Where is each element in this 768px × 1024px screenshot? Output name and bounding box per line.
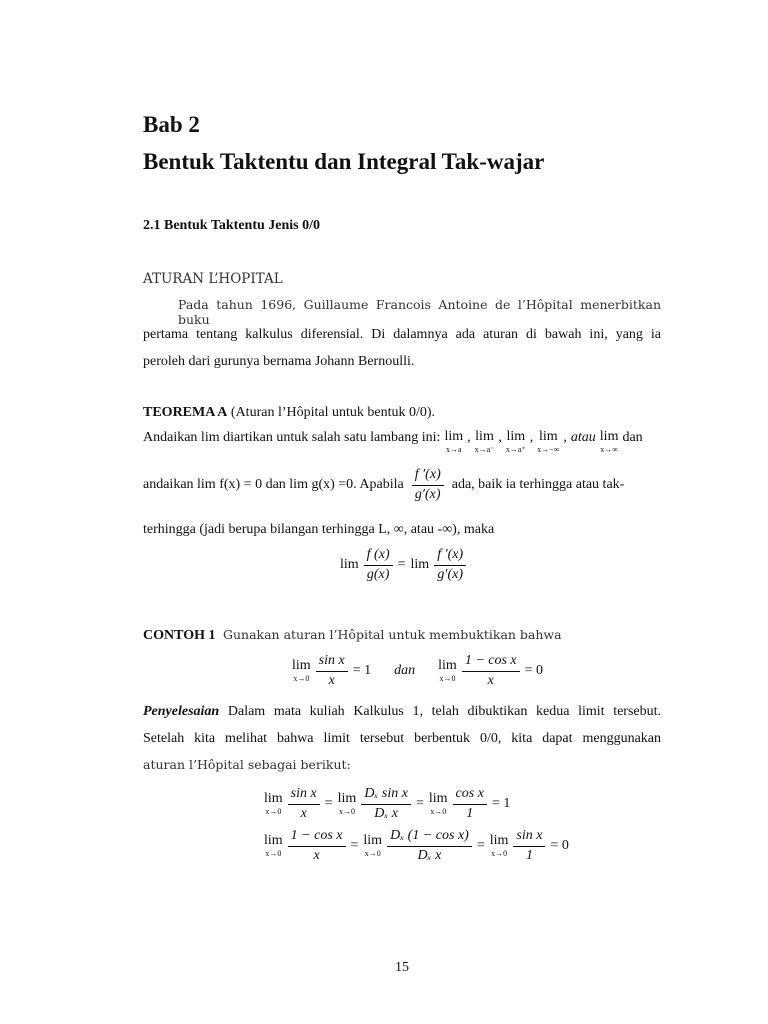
theorem-line-2 — [143, 468, 624, 502]
example-heading — [143, 627, 562, 644]
example-formula: lim x→0 $\frac{\text{sin x}}{x}$ = 1 dan lim x→0 $\frac{\text{1 − cos x}}{x}$ = 0 — [292, 653, 544, 688]
solution-line-1 — [143, 704, 661, 720]
solution-line-2: Setelah kita melihat bahwa limit tersebut berbentuk 0/0, kita dapat menggunakan — [143, 731, 661, 746]
lim-symbol-a-plus: lim x→a⁺ — [505, 429, 526, 454]
page-number: 15 — [395, 960, 409, 975]
section-heading: 2.1 Bentuk Taktentu Jenis 0/0 — [143, 218, 320, 233]
solution-equation-2: lim x→0 $\frac{\text{1 − cos x}}{x}$ = lim x→0 $\frac{\text{Dₓ (1 − cos x)}}{\text{Dₓ x}}$ = lim x→0 $\frac{\text{sin x}}{1}$ = 0 — [264, 828, 569, 863]
theorem-caption: (Aturan l’Hôpital untuk bentuk 0/0). — [230, 405, 436, 420]
theorem-line-1-text: Andaikan lim diartikan untuk salah satu lambang ini: — [143, 430, 441, 445]
derivative-ratio: $\frac{f '(x)}{g'(x)}$ — [412, 468, 444, 502]
solution-line-1-text: Dalam mata kuliah Kalkulus 1, telah dibuktikan kedua limit tersebut. — [227, 704, 662, 719]
theorem-label: TEOREMA A — [143, 405, 228, 420]
theorem-line-3: terhingga (jadi berupa bilangan terhingga L, ∞, atau -∞), maka — [143, 522, 495, 537]
lim-symbol-inf: lim x→∞ — [599, 429, 619, 454]
intro-line-1: Pada tahun 1696, Guillaume Francois Antoine de l’Hôpital menerbitkan buku — [178, 297, 661, 327]
chapter-number: Bab 2 — [143, 112, 200, 137]
theorem-line-1: Andaikan lim diartikan untuk salah satu lambang ini: lim x→a , lim x→a⁻ , lim x→a⁺ , lim x→−∞ , atau lim x→∞ dan — [143, 429, 643, 454]
atau-word: atau — [570, 430, 596, 445]
example-text: Gunakan aturan l’Hôpital untuk membuktikan bahwa — [222, 627, 562, 642]
theorem-line-2-end: ada, baik ia terhingga atau tak- — [451, 477, 625, 493]
lhopital-formula: lim $\frac{f (x)}{g(x)}$ = lim $\frac{f '(x)}{g'(x)}$ — [340, 548, 466, 582]
intro-line-2: pertama tentang kalkulus diferensial. Di dalamnya ada aturan di bawah ini, yang ia — [143, 327, 661, 342]
solution-line-3: aturan l’Hôpital sebagai berikut: — [143, 757, 351, 772]
theorem-line-1-end: dan — [622, 430, 643, 445]
example-label: CONTOH 1 — [143, 628, 216, 643]
theorem-line-2-start: andaikan lim f(x) = 0 dan lim g(x) =0. Apabila — [143, 477, 404, 493]
lim-symbol-a: lim x→a — [444, 429, 464, 454]
subsection-heading: ATURAN L’HOPITAL — [143, 271, 283, 287]
intro-line-3: peroleh dari gurunya bernama Johann Bernoulli. — [143, 354, 415, 369]
solution-equation-1: lim x→0 $\frac{\text{sin x}}{x}$ = lim x→0 $\frac{\text{Dₓ sin x}}{\text{Dₓ x}}$ = lim x→0 $\frac{\text{cos x}}{1}$ = 1 — [264, 786, 511, 821]
theorem-heading — [143, 405, 435, 421]
solution-label: Penyelesaian — [143, 704, 220, 719]
chapter-title: Bentuk Taktentu dan Integral Tak-wajar — [143, 149, 545, 174]
lim-symbol-neg-inf: lim x→−∞ — [537, 429, 560, 454]
lim-symbol-a-minus: lim x→a⁻ — [474, 429, 495, 454]
